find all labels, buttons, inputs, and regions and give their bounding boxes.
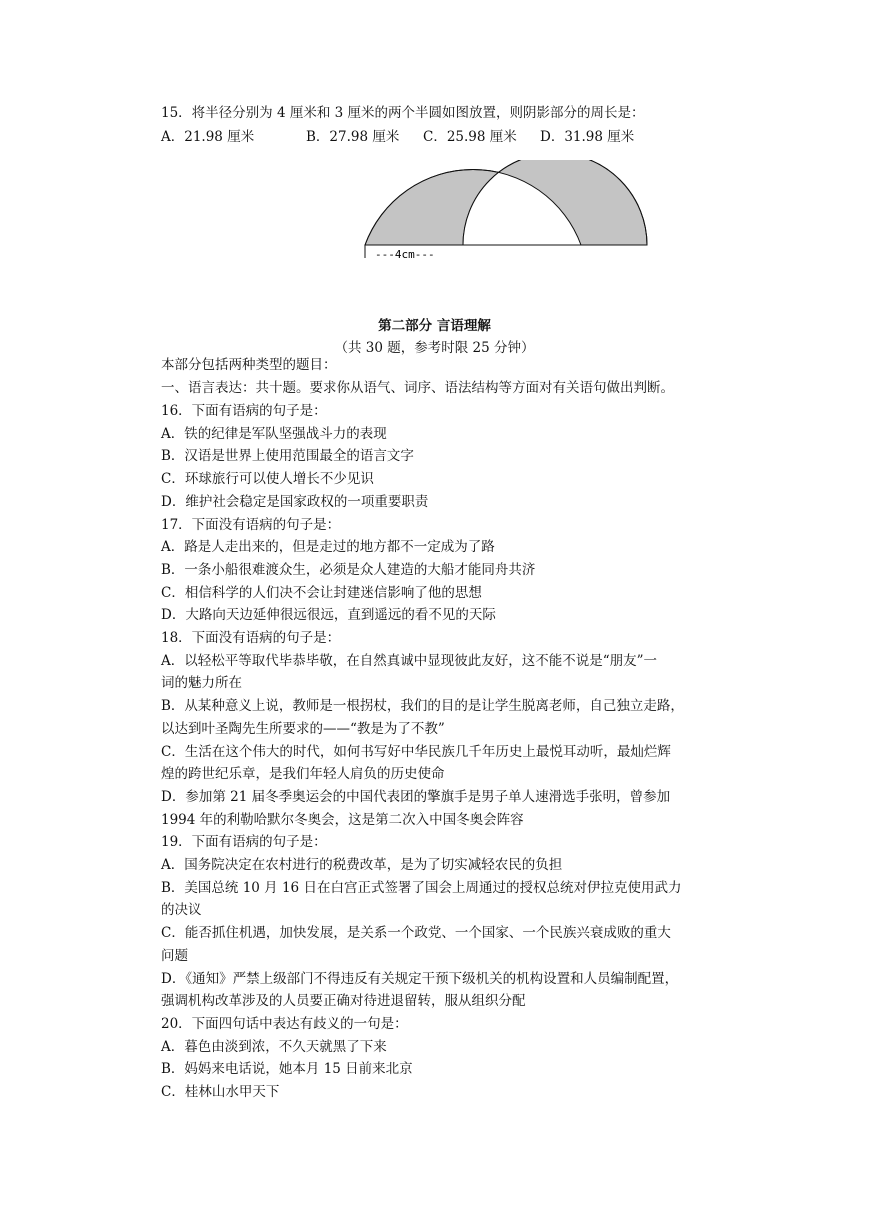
text-line: A．路是人走出来的，但是走过的地方都不一定成为了路: [161, 539, 495, 556]
text-line: 词的魅力所在: [161, 675, 242, 692]
text-line: A．铁的纪律是军队坚强战斗力的表现: [161, 425, 387, 442]
text-line: 18．下面没有语病的句子是：: [161, 630, 341, 646]
q15-option-d: D．31.98 厘米: [540, 129, 635, 145]
text-line: 17．下面没有语病的句子是：: [161, 516, 341, 533]
text-line: 问题: [161, 947, 188, 964]
text-line: D．参加第 21 届冬季奥运会的中国代表团的擎旗手是男子单人速滑选手张明，曾参加: [161, 788, 671, 805]
q15-option-c: C．25.98 厘米: [423, 129, 517, 145]
text-line: B．一条小船很难渡众生，必须是众人建造的大船才能同舟共济: [161, 561, 536, 578]
text-line: 以达到叶圣陶先生所要求的——“教是为了不教”: [161, 720, 445, 737]
text-line: 16．下面有语病的句子是：: [161, 403, 327, 419]
text-line: C．环球旅行可以使人增长不少见识: [161, 471, 374, 488]
text-line: 的决议: [161, 902, 202, 919]
text-line: C．桂林山水甲天下: [161, 1084, 280, 1100]
text-line: D．《通知》严禁上级部门不得违反有关规定干预下级机关的机构设置和人员编制配置，: [161, 970, 679, 987]
text-line: C．生活在这个伟大的时代，如何书写好中华民族几千年历史上最悦耳动听，最灿烂辉: [161, 743, 671, 760]
q15-option-b: B．27.98 厘米: [306, 129, 400, 145]
figure-label: ---4cm---: [375, 248, 435, 261]
section-part1: 一、语言表达：共十题。要求你从语气、词序、语法结构等方面对有关语句做出判断。: [161, 380, 674, 396]
section-title: 第二部分 言语理解: [378, 318, 491, 334]
section-intro: 本部分包括两种类型的题目：: [161, 357, 337, 373]
text-line: C．相信科学的人们决不会让封建迷信影响了他的思想: [161, 584, 482, 601]
text-line: B．美国总统 10 月 16 日在白宫正式签署了国会上周通过的授权总统对伊拉克使用武力: [161, 879, 682, 896]
q15-option-a: A．21.98 厘米: [161, 129, 255, 145]
text-line: 强调机构改革涉及的人员要正确对待进退留转，服从组织分配: [161, 993, 526, 1010]
text-line: 20．下面四句话中表达有歧义的一句是：: [161, 1015, 408, 1032]
text-line: C．能否抓住机遇，加快发展，是关系一个政党、一个国家、一个民族兴衰成败的重大: [161, 925, 671, 942]
text-line: B．从某种意义上说，教师是一根拐杖，我们的目的是让学生脱离老师，自己独立走路，: [161, 698, 684, 715]
section-subtitle: （共 30 题，参考时限 25 分钟）: [334, 340, 535, 356]
text-line: 1994 年的利勒哈默尔冬奥会，这是第二次入中国冬奥会阵容: [161, 811, 524, 828]
semicircle-figure: [355, 160, 655, 265]
text-line: 19．下面有语病的句子是：: [161, 834, 327, 851]
text-line: B．妈妈来电话说，她本月 15 日前来北京: [161, 1061, 413, 1078]
text-line: D．维护社会稳定是国家政权的一项重要职责: [161, 493, 429, 510]
q15-options: [161, 127, 634, 147]
text-line: A．暮色由淡到浓，不久天就黑了下来: [161, 1038, 387, 1055]
text-line: D．大路向天边延伸很远很远，直到遥远的看不见的天际: [161, 607, 496, 624]
text-line: B．汉语是世界上使用范围最全的语言文字: [161, 448, 414, 465]
text-line: A．以轻松平等取代毕恭毕敬，在自然真诚中显现彼此友好，这不能不说是“朋友”一: [161, 652, 658, 669]
text-line: 煌的跨世纪乐章，是我们年轻人肩负的历史使命: [161, 766, 445, 783]
q15-question: 15．将半径分别为 4 厘米和 3 厘米的两个半圆如图放置，则阴影部分的周长是：: [161, 105, 645, 121]
text-line: A．国务院决定在农村进行的税费改革，是为了切实减轻农民的负担: [161, 857, 563, 873]
